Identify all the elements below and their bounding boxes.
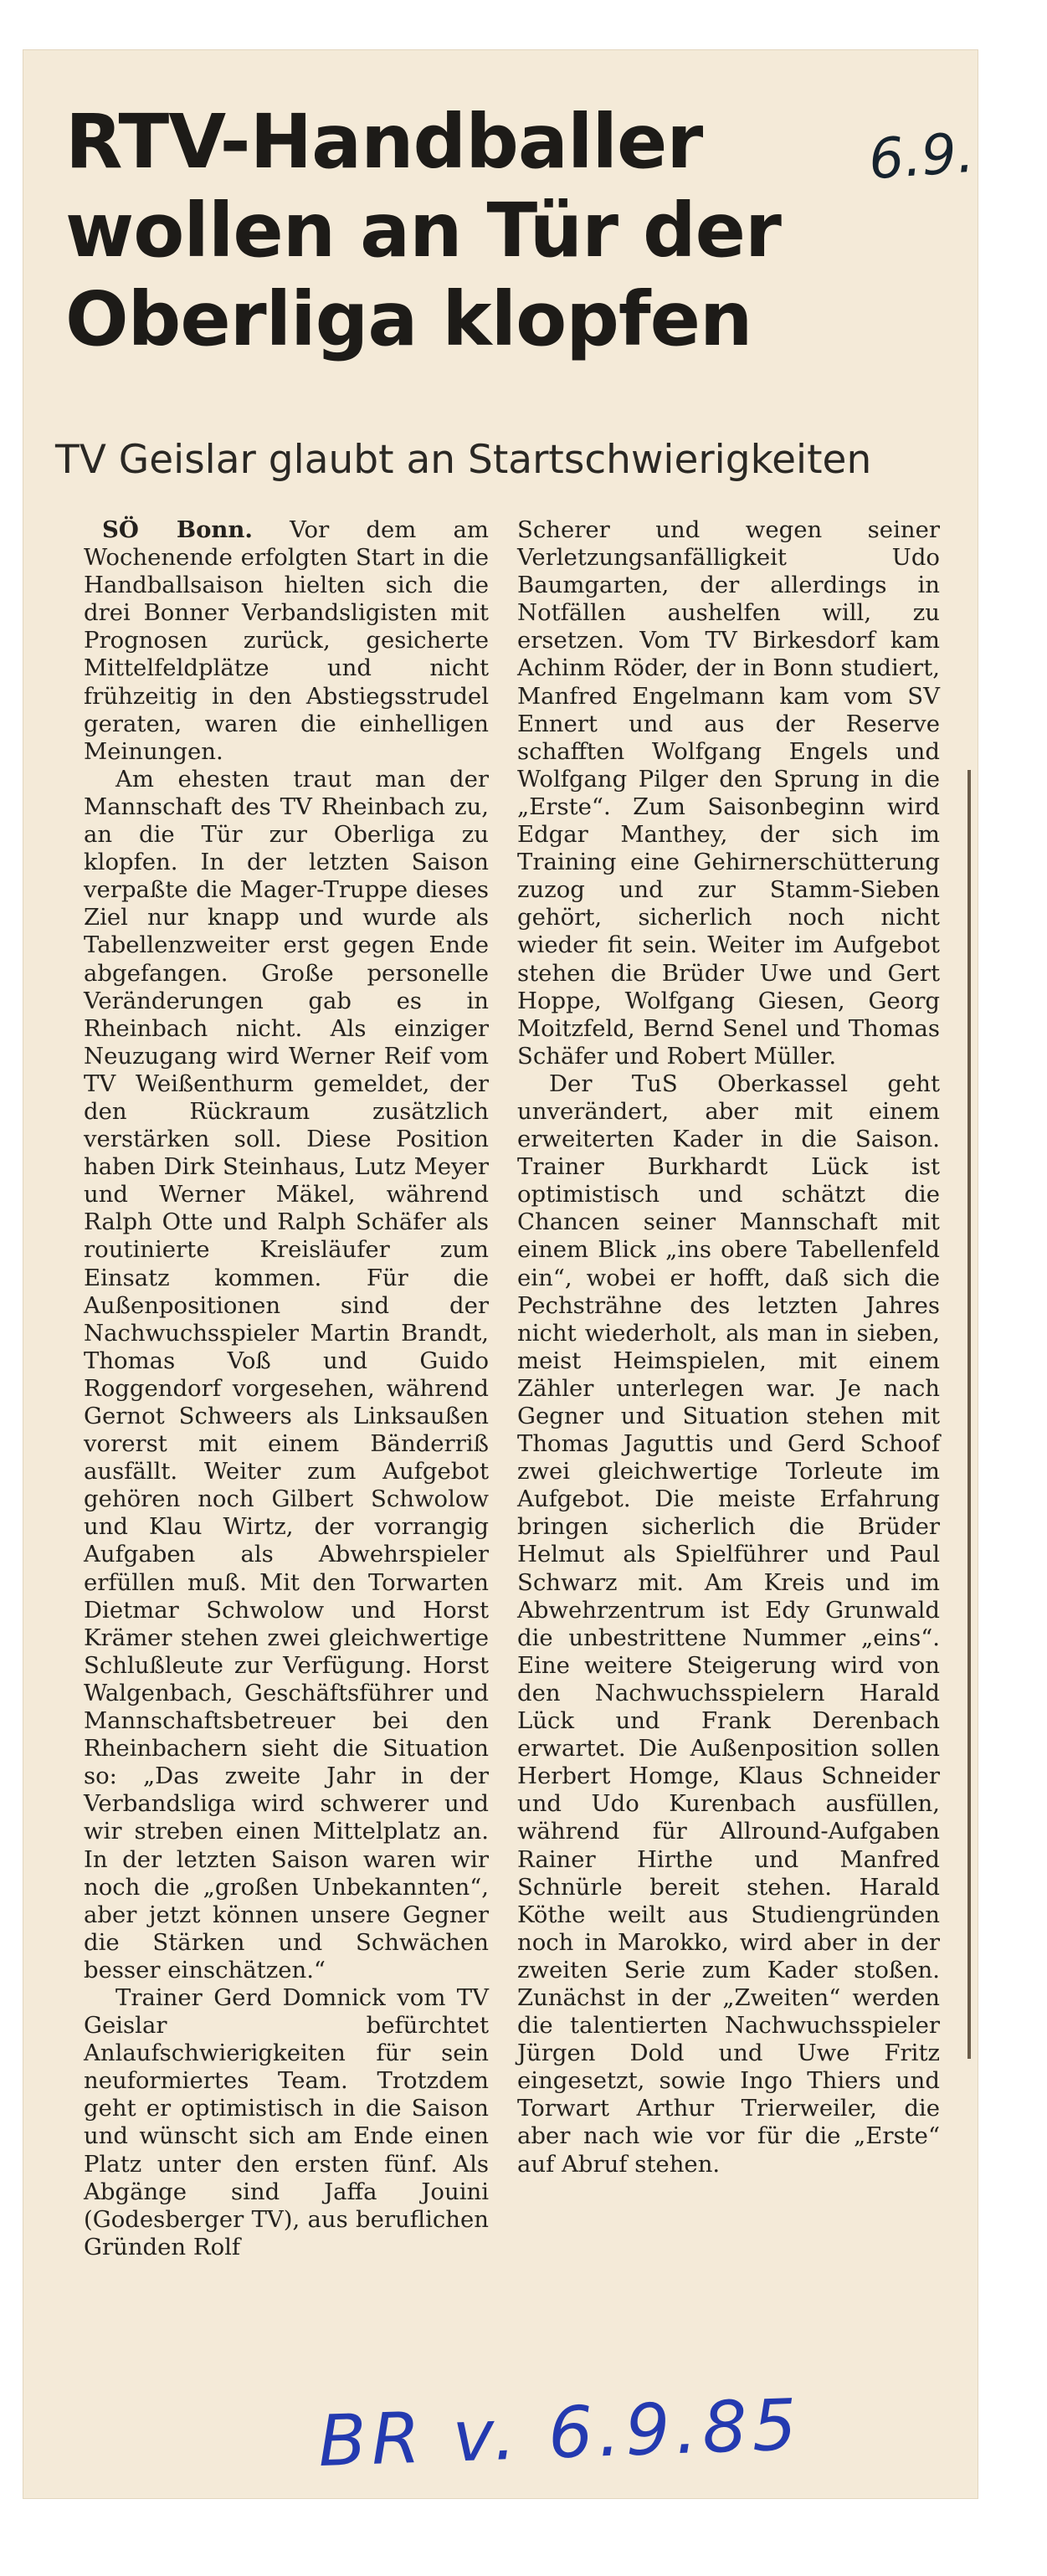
handwritten-source-note: BR v. 6.9.85	[316, 2383, 803, 2483]
paragraph-intro	[84, 516, 489, 766]
paragraph-intro-text: Vor dem am Wochenende erfolgten Start in die Handballsaison hielten sich die drei Bonner Verbandsligisten mit Prognosen zurück, gesicherte Mittelfeldplätze und nicht frühzeitig in den Abstiegsstrudel geraten, waren die einhelligen Meinungen.	[84, 516, 489, 765]
paragraph-geislar-continued: Scherer und wegen seiner Verletzungsanfälligkeit Udo Baumgarten, der allerdings in Notfällen aushelfen will, zu ersetzen. Vom TV Birkesdorf kam Achinm Röder, der in Bonn studiert, Manfred Engelmann kam vom SV Ennert und aus der Reserve schafften Wolfgang Engels und Wolfgang Pilger den Sprung in die „Erste“. Zum Saisonbeginn wird Edgar Manthey, der sich im Training eine Gehirnerschütterung zuzog und zur Stamm-Sieben gehört, sicherlich noch nicht wieder fit sein. Weiter im Aufgebot stehen die Brüder Uwe und Gert Hoppe, Wolfgang Giesen, Georg Moitzfeld, Bernd Senel und Thomas Schäfer und Robert Müller.	[517, 516, 940, 1070]
subheadline: TV Geislar glaubt an Startschwierigkeiten	[55, 437, 872, 483]
headline	[65, 97, 936, 363]
headline-line-2: wollen an Tür der	[65, 187, 781, 274]
article-column-right	[517, 516, 940, 2178]
paragraph-geislar-start: Trainer Gerd Domnick vom TV Geislar befürchtet Anlaufschwierigkeiten für sein neuformiertes Team. Trotzdem geht er optimistisch in die Saison und wünscht sich am Ende einen Platz unter den ersten fünf. Als Abgänge sind Jaffa Jouini (Godesberger TV), aus beruflichen Gründen Rolf	[84, 1983, 489, 2260]
headline-line-3: Oberliga klopfen	[65, 275, 752, 362]
handwritten-date-top: 6.9.	[866, 120, 977, 192]
byline: SÖ Bonn.	[102, 516, 253, 543]
headline-line-1: RTV-Handballer	[65, 98, 703, 185]
paragraph-rheinbach: Am ehesten traut man der Mannschaft des TV Rheinbach zu, an die Tür zur Oberliga zu klopfen. In der letzten Saison verpaßte die Mager-Truppe dieses Ziel nur knapp und wurde als Tabellenzweiter erst gegen Ende abgefangen. Große personelle Veränderungen gab es in Rheinbach nicht. Als einziger Neuzugang wird Werner Reif vom TV Weißenthurm gemeldet, der den Rückraum zusätzlich verstärken soll. Diese Position haben Dirk Steinhaus, Lutz Meyer und Werner Mäkel, während Ralph Otte und Ralph Schäfer als routinierte Kreisläufer zum Einsatz kommen. Für die Außenpositionen sind der Nachwuchsspieler Martin Brandt, Thomas Voß und Guido Roggendorf vorgesehen, während Gernot Schweers als Linksaußen vorerst mit einem Bänderriß ausfällt. Weiter zum Aufgebot gehören noch Gilbert Schwolow und Klau Wirtz, der vorrangig Aufgaben als Abwehrspieler erfüllen muß. Mit den Torwarten Dietmar Schwolow und Horst Krämer stehen zwei gleichwertige Schlußleute zur Verfügung. Horst Walgenbach, Geschäftsführer und Mannschaftsbetreuer bei den Rheinbachern sieht die Situation so: „Das zweite Jahr in der Verbandsliga wird schwerer und wir streben einen Mittelplatz an. In der letzten Saison waren wir noch die „großen Unbekannten“, aber jetzt können unsere Gegner die Stärken und Schwächen besser einschätzen.“	[84, 765, 489, 1983]
column-rule	[967, 770, 971, 2059]
paragraph-oberkassel: Der TuS Oberkassel geht unverändert, aber mit einem erweiterten Kader in die Saison. Trainer Burkhardt Lück ist optimistisch und schätzt die Chancen seiner Mannschaft mit einem Blick „ins obere Tabellenfeld ein“, wobei er hofft, daß sich die Pechsträhne des letzten Jahres nicht wiederholt, als man in sieben, meist Heimspielen, mit einem Zähler unterlegen war. Je nach Gegner und Situation stehen mit Thomas Jaguttis und Gerd Schoof zwei gleichwertige Torleute im Aufgebot. Die meiste Erfahrung bringen sicherlich die Brüder Helmut als Spielführer und Paul Schwarz mit. Am Kreis und im Abwehrzentrum ist Edy Grunwald die unbestrittene Nummer „eins“. Eine weitere Steigerung wird von den Nachwuchsspielern Harald Lück und Frank Derenbach erwartet. Die Außenposition sollen Herbert Homge, Klaus Schneider und Udo Kurenbach ausfüllen, während für Allround-Aufgaben Rainer Hirthe und Manfred Schnürle bereit stehen. Harald Köthe weilt aus Studiengründen noch in Marokko, wird aber in der zweiten Serie zum Kader stoßen. Zunächst in der „Zweiten“ werden die talentierten Nachwuchsspieler Jürgen Dold und Uwe Fritz eingesetzt, sowie Ingo Thiers und Torwart Arthur Trierweiler, die aber nach wie vor für die „Erste“ auf Abruf stehen.	[517, 1070, 940, 2178]
article-column-left	[84, 516, 489, 2261]
